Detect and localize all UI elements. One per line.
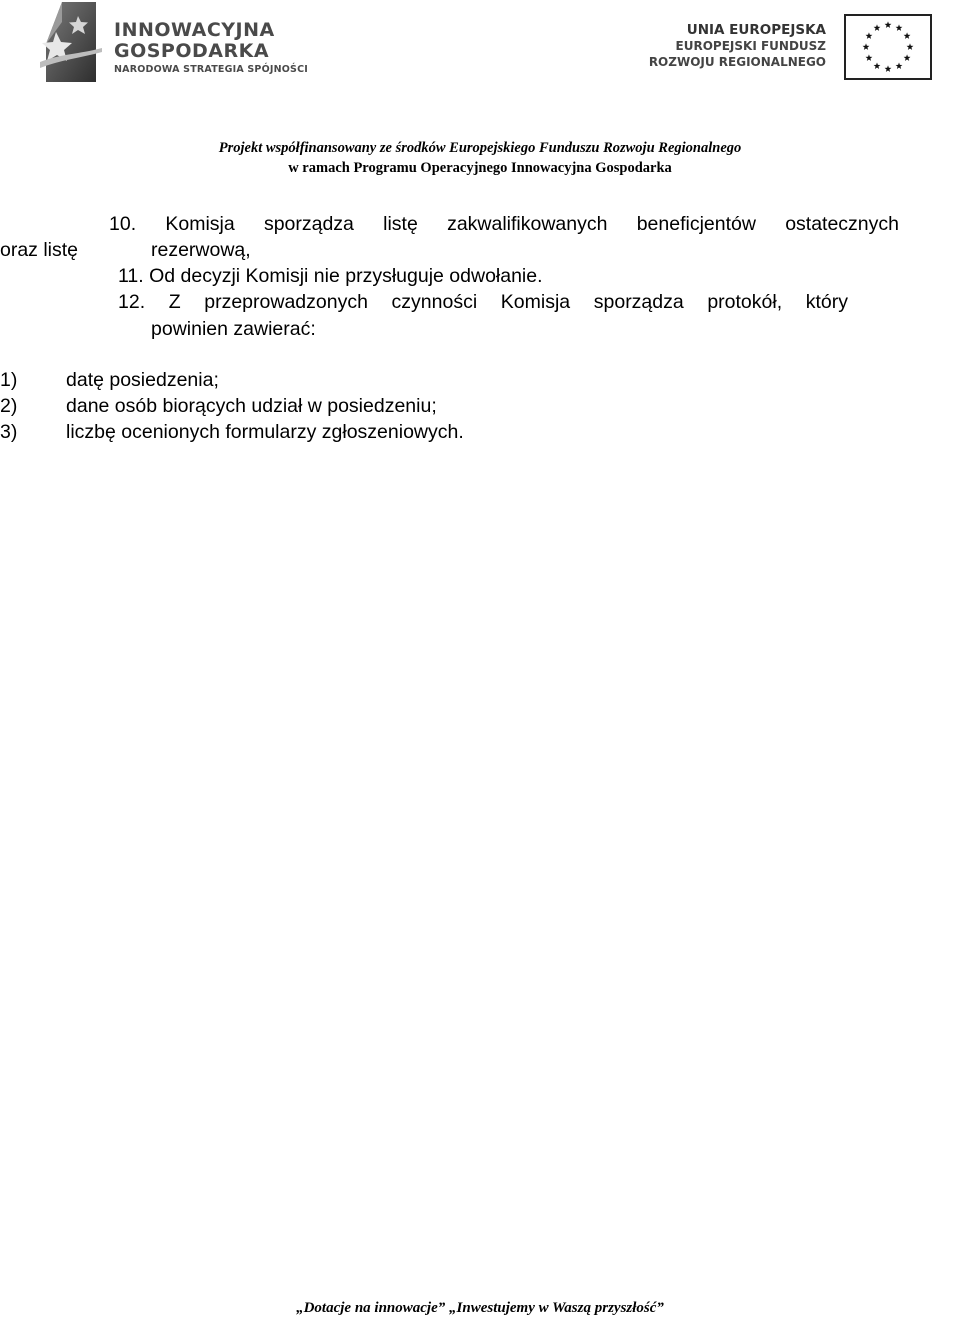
ig-star-emblem-icon: [40, 2, 102, 82]
eu-logo-text: [649, 22, 826, 70]
eu-logo-line1: UNIA EUROPEJSKA: [686, 22, 826, 38]
item-12-word: protokół,: [707, 291, 783, 313]
project-cofinancing-banner: [0, 138, 960, 178]
project-banner-line2: w ramach Programu Operacyjnego Innowacyjna Gospodarka: [288, 160, 672, 176]
item-12-word: przeprowadzonych: [204, 291, 368, 313]
ig-logo-line1: INNOWACYJNA: [114, 19, 275, 41]
item-12-word: który: [805, 291, 848, 313]
ig-logo-line3: NARODOWA STRATEGIA SPÓJNOŚCI: [114, 64, 308, 75]
item-11-line: [118, 264, 543, 290]
eu-logo-line3: ROZWOJU REGIONALNEGO: [648, 55, 826, 69]
eu-fund-logo: [640, 14, 932, 82]
list-item-number: 3): [0, 421, 18, 443]
item-10-line1: [109, 212, 899, 238]
item-10-continuation: rezerwową,: [151, 239, 251, 261]
item-12-word: Z: [168, 291, 181, 313]
eu-flag-icon: [844, 14, 932, 80]
project-banner-line1: Projekt współfinansowany ze środków Europejskiego Funduszu Rozwoju Regionalnego: [218, 140, 742, 156]
innowacyjna-gospodarka-logo: [40, 2, 320, 82]
item-12-word: sporządza: [593, 291, 684, 313]
item-10-word: sporządza: [263, 213, 354, 235]
list-item-text: datę posiedzenia;: [66, 369, 219, 391]
ig-logo-line2: GOSPODARKA: [114, 40, 270, 62]
item-12-word: Komisja: [500, 291, 571, 313]
list-item-text: liczbę ocenionych formularzy zgłoszeniowych.: [66, 421, 464, 443]
item-12-word: czynności: [391, 291, 478, 313]
item-10-word: zakwalifikowanych: [447, 213, 608, 235]
eu-logo-line2: EUROPEJSKI FUNDUSZ: [675, 39, 826, 53]
item-12-continuation: powinien zawierać:: [151, 318, 316, 340]
item-10-word: Komisja: [165, 213, 235, 235]
item-10-word: beneficjentów: [636, 213, 756, 235]
ig-logo-text: [114, 20, 308, 77]
item-11-text: Od decyzji Komisji nie przysługuje odwołanie.: [149, 265, 543, 287]
list-item-number: 2): [0, 395, 18, 417]
item-12-line1: [118, 290, 848, 316]
item-11-number: 11.: [118, 265, 144, 287]
footer-slogan: „Dotacje na innowacje” „Inwestujemy w Waszą przyszłość”: [296, 1300, 664, 1316]
item-12-number: 12.: [118, 291, 146, 313]
item-10-overflow: oraz listę: [0, 239, 79, 261]
list-item-number: 1): [0, 369, 18, 391]
item-10-number: 10.: [109, 213, 137, 235]
item-10-word: listę: [383, 213, 418, 235]
list-item-text: dane osób biorących udział w posiedzeniu;: [66, 395, 437, 417]
item-10-word: ostatecznych: [785, 213, 899, 235]
